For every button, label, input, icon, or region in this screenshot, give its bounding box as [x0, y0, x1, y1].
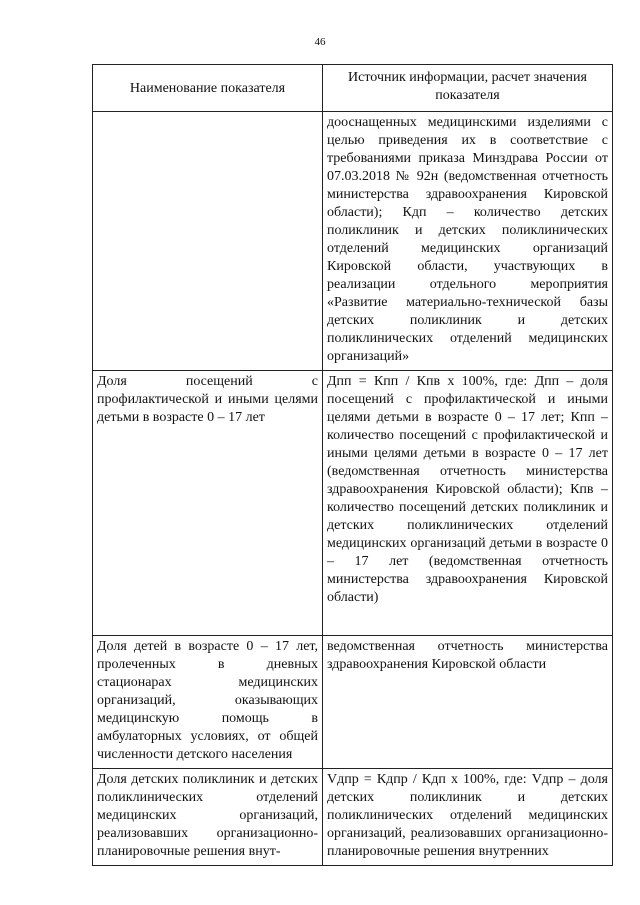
header-indicator-name: Наименование показателя [93, 65, 323, 112]
source-cell: Vдпр = Кдпр / Кдп х 100%, где: Vдпр – доля детских поликлиник и детских поликлинических отделений медицинских организаций, реализовавших организационно-планировочные решения внутренних [323, 769, 613, 866]
indicator-cell: Доля детских поликлиник и детских поликлинических отделений медицинских организаций, реализовавших организационно-планировочные решения внут- [93, 769, 323, 866]
indicator-cell: Доля детей в возрасте 0 – 17 лет, пролеченных в дневных стационарах медицинских организаций, оказывающих медицинскую помощь в амбулаторных условиях, от общей численности детского населения [93, 636, 323, 769]
header-info-source: Источник информации, расчет значения показателя [323, 65, 613, 112]
table-row [93, 112, 613, 371]
table-row [93, 769, 613, 866]
table-header-row [93, 65, 613, 112]
source-cell: дооснащенных медицинскими изделиями с целью приведения их в соответствие с требованиями приказа Минздрава России от 07.03.2018 № 92н (ведомственная отчетность министерства здравоохранения Кировской области); Кдп – количество детских поликлиник и детских поликлинических отделений медицинских организаций Кировской области, участвующих в реализации отдельного мероприятия «Развитие материально-технической базы детских поликлиник и детских поликлинических отделений медицинских организаций» [323, 112, 613, 371]
table-row [93, 371, 613, 636]
indicators-table [92, 64, 613, 866]
source-cell: ведомственная отчетность министерства здравоохранения Кировской области [323, 636, 613, 769]
indicator-cell [93, 112, 323, 371]
source-cell: Дпп = Кпп / Кпв х 100%, где: Дпп – доля посещений с профилактической и иными целями детьми в возрасте 0 – 17 лет; Кпп – количество посещений с профилактической и иными целями детьми в возрасте 0 – 17 лет (ведомственная отчетность министерства здравоохранения Кировской области); Кпв – количество посещений детских поликлиник и детских поликлинических отделений медицинских организаций детьми в возрасте 0 – 17 лет (ведомственная отчетность министерства здравоохранения Кировской области) [323, 371, 613, 636]
page-number: 46 [314, 36, 326, 48]
table-row [93, 636, 613, 769]
indicator-cell: Доля посещений с профилактической и иными целями детьми в возрасте 0 – 17 лет [93, 371, 323, 636]
